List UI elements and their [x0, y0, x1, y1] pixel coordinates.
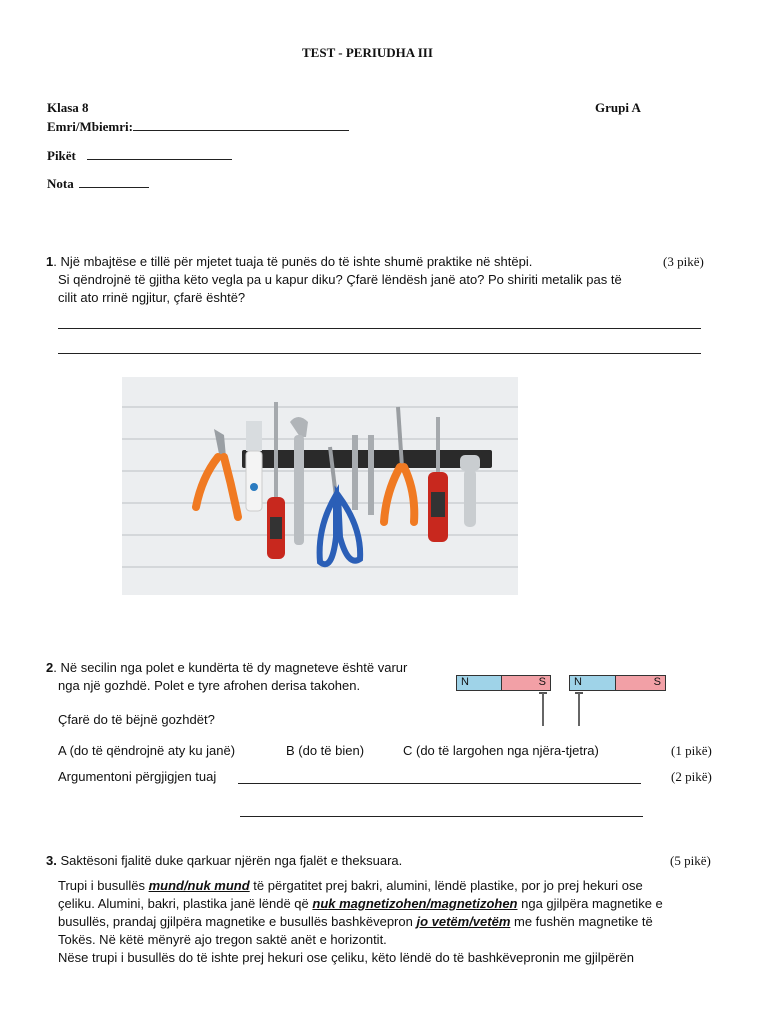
- page-title: TEST - PERIUDHA III: [302, 45, 433, 60]
- q3-line5: Nëse trupi i busullës do të ishte prej hekuri ose çeliku, këto lëndë do të bashkëvepronin me gjilpërën: [58, 950, 634, 965]
- tool-rack-photo: [122, 377, 518, 595]
- q2-answer-line-1[interactable]: [238, 783, 641, 784]
- magnet-right-s-label: S: [653, 676, 661, 688]
- q3-line1: Trupi i busullës mund/nuk mund të përgatitet prej bakri, alumini, lëndë plastike, por jo prej hekuri ose: [58, 878, 643, 893]
- magnetic-strip: [242, 450, 492, 468]
- points-blank[interactable]: [87, 147, 232, 160]
- magnet-left-s-label: S: [538, 676, 546, 688]
- q2-argue-label: Argumentoni përgjigjen tuaj: [58, 769, 217, 784]
- class-label: Klasa 8: [47, 100, 89, 115]
- utility-knife-icon: [246, 421, 262, 511]
- name-blank[interactable]: [133, 118, 349, 131]
- group-label: Grupi A: [595, 100, 641, 115]
- nail-right: [578, 693, 580, 726]
- q3-choice-1[interactable]: mund/nuk mund: [148, 878, 250, 893]
- q2-points-choice: (1 pikë): [671, 743, 712, 758]
- magnet-left: [456, 675, 551, 691]
- q2-option-b[interactable]: B (do të bien): [286, 743, 365, 758]
- q3-line2: çeliku. Alumini, bakri, plastika janë lëndë që nuk magnetizohen/magnetizohen nga gjilpëra magnetike e: [58, 896, 663, 911]
- q1-number: 1: [46, 254, 54, 269]
- q1-line1: 1. Një mbajtëse e tillë për mjetet tuaja të punës do të ishte shumë praktike në shtëpi.: [46, 254, 533, 269]
- nail-left: [542, 693, 544, 726]
- q1-answer-line-2[interactable]: [58, 353, 701, 354]
- q2-number: 2: [46, 660, 54, 675]
- q2-answer-line-2[interactable]: [240, 816, 643, 817]
- q2-option-a[interactable]: A (do të qëndrojnë aty ku janë): [58, 743, 236, 758]
- q3-intro: 3. Saktësoni fjalitë duke qarkuar njërën nga fjalët e theksuara.: [46, 853, 403, 868]
- q3-choice-2[interactable]: nuk magnetizohen/magnetizohen: [312, 896, 518, 911]
- grade-field[interactable]: [47, 175, 149, 192]
- name-label: Emri/Mbiemri:: [47, 119, 133, 134]
- q3-line4: Tokës. Në këtë mënyrë ajo tregon saktë anët e horizontit.: [58, 932, 387, 947]
- q1-line2: Si qëndrojnë të gjitha këto vegla pa u kapur diku? Çfarë lëndësh janë ato? Po shiriti metalik pas të: [58, 272, 622, 287]
- q1-line3: cilit ato rrinë ngjitur, çfarë është?: [58, 290, 246, 305]
- q1-points: (3 pikë): [663, 254, 704, 269]
- points-field[interactable]: [47, 147, 232, 164]
- magnet-left-n-label: N: [461, 676, 469, 688]
- grade-blank[interactable]: [79, 175, 149, 188]
- q1-answer-line-1[interactable]: [58, 328, 701, 329]
- name-field[interactable]: [47, 118, 349, 135]
- q2-option-c[interactable]: C (do të largohen nga njëra-tjetra): [403, 743, 599, 758]
- q2-points-argue: (2 pikë): [671, 769, 712, 784]
- magnet-right: [569, 675, 666, 691]
- q3-choice-3[interactable]: jo vetëm/vetëm: [416, 914, 511, 929]
- q2-line1: 2. Në secilin nga polet e kundërta të dy magneteve është varur: [46, 660, 408, 675]
- q3-line3: busullës, prandaj gjilpëra magnetike e busullës bashkëvepron jo vetëm/vetëm me fushën magnetike të: [58, 914, 653, 929]
- magnet-right-n-label: N: [574, 676, 582, 688]
- grade-label: Nota: [47, 176, 74, 191]
- q2-question: Çfarë do të bëjnë gozhdët?: [58, 712, 215, 727]
- q3-points: (5 pikë): [670, 853, 711, 868]
- points-label: Pikët: [47, 148, 76, 163]
- q2-line2: nga një gozhdë. Polet e tyre afrohen derisa takohen.: [58, 678, 361, 693]
- q3-number: 3.: [46, 853, 57, 868]
